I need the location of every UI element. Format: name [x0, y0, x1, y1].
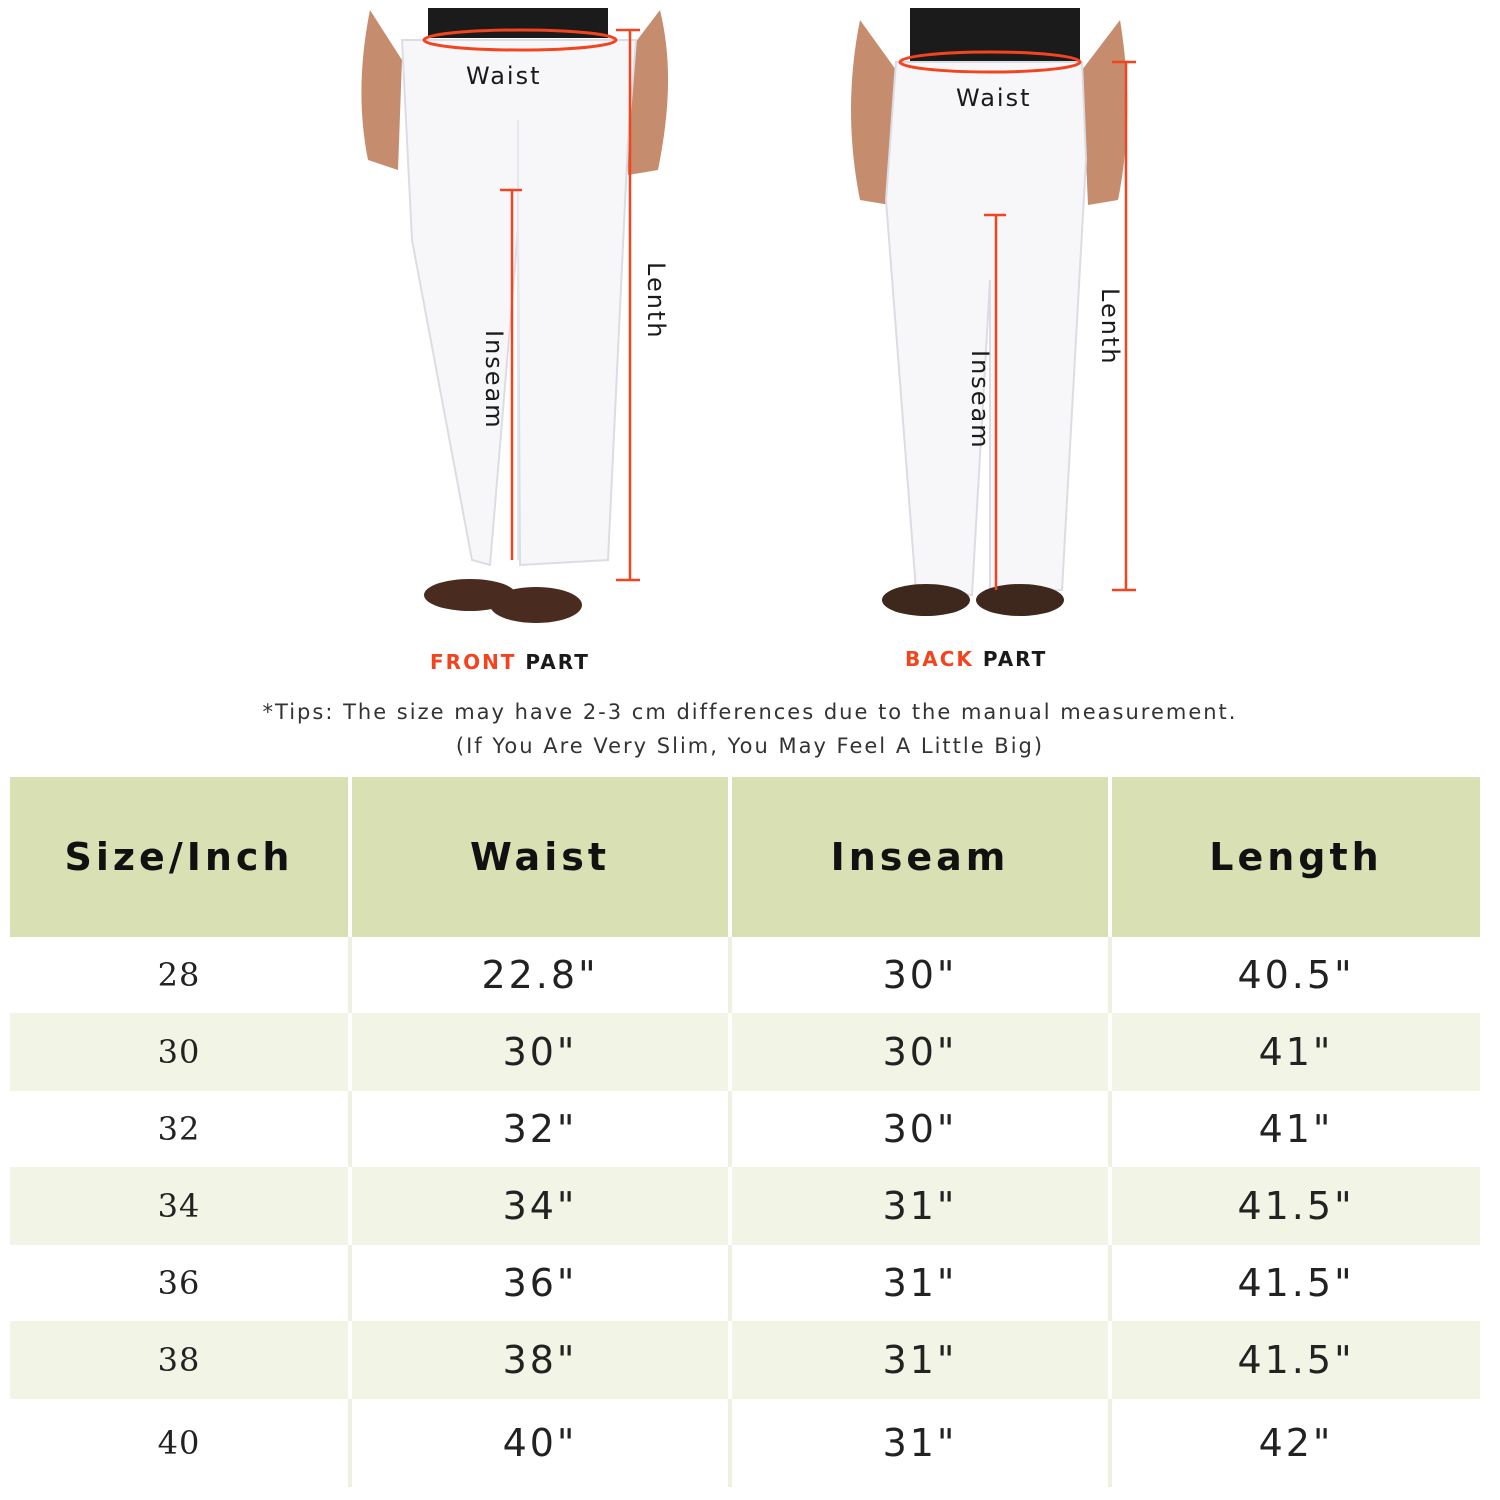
length-cell: 42": [1112, 1399, 1480, 1487]
size-cell: 36: [10, 1245, 352, 1321]
waist-cell: 34": [352, 1167, 732, 1245]
table-row: [10, 1245, 1480, 1321]
length-cell: 41.5": [1112, 1245, 1480, 1321]
front-caption-rest: PART: [525, 650, 590, 674]
size-cell: 30: [10, 1013, 352, 1091]
back-caption-rest: PART: [982, 647, 1048, 671]
inseam-cell: 31": [732, 1321, 1112, 1399]
front-caption-accent: FRONT: [430, 650, 517, 674]
measurement-figures: [0, 0, 1500, 690]
length-cell: 41": [1112, 1013, 1480, 1091]
front-part-caption: [430, 650, 590, 674]
size-chart-table: [10, 777, 1480, 1487]
front-figure: [340, 0, 700, 640]
waist-cell: 32": [352, 1091, 732, 1167]
inseam-cell: 30": [732, 1013, 1112, 1091]
back-figure: [830, 0, 1170, 640]
table-row: [10, 1091, 1480, 1167]
waist-cell: 36": [352, 1245, 732, 1321]
size-cell: 38: [10, 1321, 352, 1399]
size-cell: 28: [10, 937, 352, 1013]
back-length-label: Lenth: [1096, 288, 1124, 366]
table-row: [10, 1167, 1480, 1245]
table-row: [10, 1013, 1480, 1091]
inseam-cell: 31": [732, 1399, 1112, 1487]
tips-line-2: (If You Are Very Slim, You May Feel A Little Big): [455, 734, 1045, 758]
inseam-cell: 30": [732, 937, 1112, 1013]
inseam-cell: 31": [732, 1167, 1112, 1245]
back-inseam-label: Inseam: [966, 350, 994, 450]
back-part-caption: [905, 647, 1047, 671]
length-cell: 41": [1112, 1091, 1480, 1167]
table-row: [10, 1321, 1480, 1399]
header-length: Length: [1112, 777, 1480, 937]
length-cell: 41.5": [1112, 1167, 1480, 1245]
size-cell: 34: [10, 1167, 352, 1245]
waist-cell: 22.8": [352, 937, 732, 1013]
back-waist-label: Waist: [956, 84, 1032, 112]
header-size: Size/Inch: [10, 777, 352, 937]
front-inseam-label: Inseam: [480, 330, 508, 430]
inseam-cell: 31": [732, 1245, 1112, 1321]
front-waist-label: Waist: [466, 62, 542, 90]
waist-cell: 30": [352, 1013, 732, 1091]
length-cell: 40.5": [1112, 937, 1480, 1013]
size-cell: 40: [10, 1399, 352, 1487]
table-header-row: [10, 777, 1480, 937]
waist-cell: 40": [352, 1399, 732, 1487]
header-waist: Waist: [352, 777, 732, 937]
back-caption-accent: BACK: [905, 647, 974, 671]
header-inseam: Inseam: [732, 777, 1112, 937]
table-row: [10, 1399, 1480, 1487]
table-row: [10, 937, 1480, 1013]
length-cell: 41.5": [1112, 1321, 1480, 1399]
waist-cell: 38": [352, 1321, 732, 1399]
tips-line-1: *Tips: The size may have 2-3 cm differences due to the manual measurement.: [262, 700, 1238, 724]
inseam-cell: 30": [732, 1091, 1112, 1167]
size-cell: 32: [10, 1091, 352, 1167]
front-length-label: Lenth: [642, 262, 670, 340]
